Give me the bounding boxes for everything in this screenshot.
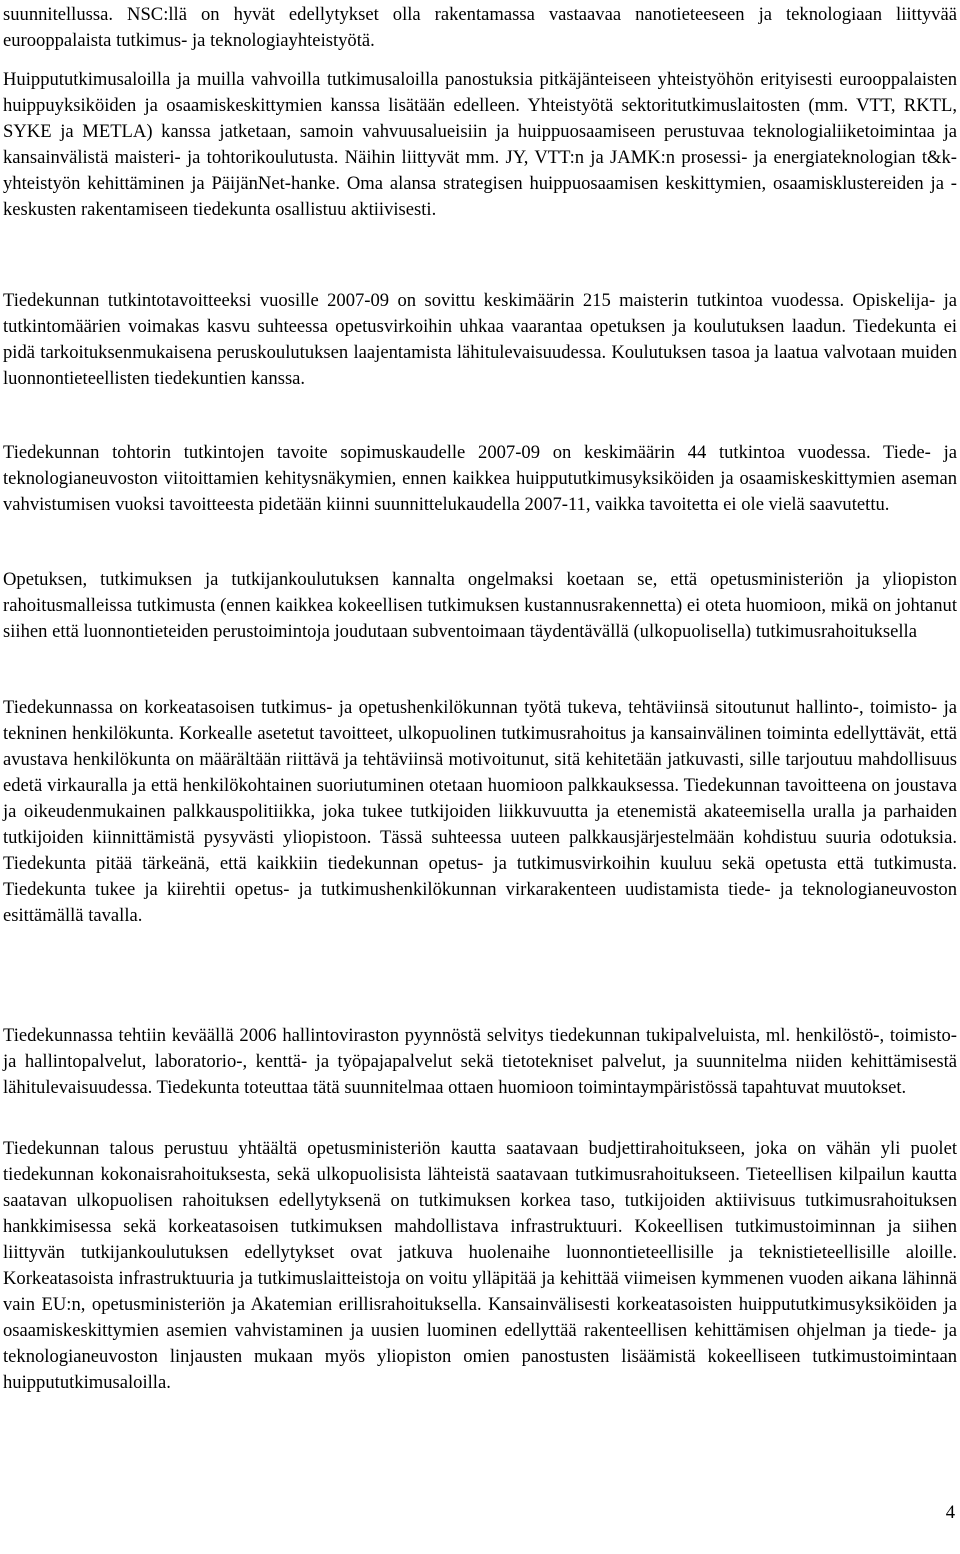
- paragraph-6: Tiedekunnassa on korkeatasoisen tutkimus- ja opetushenkilökunnan työtä tukeva, tehtäviinsä sitoutunut hallinto-, toimisto- ja tekninen henkilökunta. Korkealle asetetut tavoitteet, ulkopuolinen tutkimusrahoitus ja kansainvälinen toiminta edellyttävät, että avustava henkilökunta on määrältään riittävä ja tehtäviinsä motivoitunut, sitä kehitetään jatkuvasti, sille tarjoutuu mahdollisuus edetä virkauralla ja että henkilökohtainen suoriutuminen otetaan huomioon palkkauksessa. Tiedekunnan tavoitteena on joustava ja oikeudenmukainen palkkauspolitiikka, joka tukee tutkijoiden liikkuvuutta ja etenemistä akateemisella uralla ja parhaiden tutkijoiden kiinnittämistä pysyvästi yliopistoon. Tässä suhteessa uuteen palkkausjärjestelmään kohdistuu suuria odotuksia. Tiedekunta pitää tärkeänä, että kaikkiin tiedekunnan opetus- ja tutkimusvirkoihin kuuluu sekä opetusta että tutkimusta. Tiedekunta tukee ja kiirehtii opetus- ja tutkimushenkilökunnan virkarakenteen uudistamista tiede- ja teknologianeuvoston esittämällä tavalla.: [3, 697, 957, 926]
- paragraph-5: Opetuksen, tutkimuksen ja tutkijankoulutuksen kannalta ongelmaksi koetaan se, että opetusministeriön ja yliopiston rahoitusmalleissa tutkimusta (ennen kaikkea kokeellisen tutkimuksen kustannusrakennetta) ei oteta huomioon, mikä on johtanut siihen että luonnontieteiden perustoimintoja joudutaan subventoimaan täydentävällä (ulkopuolisella) tutkimusrahoituksella: [3, 569, 957, 642]
- paragraph-7: Tiedekunnassa tehtiin keväällä 2006 hallintoviraston pyynnöstä selvitys tiedekunnan tukipalveluista, ml. henkilöstö-, toimisto- ja hallintopalvelut, laboratorio-, kenttä- ja työpajapalvelut sekä tietotekniset palvelut, ja suunnitelma niiden kehittämisestä lähitulevaisuudessa. Tiedekunta toteuttaa tätä suunnitelmaa ottaen huomioon toimintaympäristössä tapahtuvat muutokset.: [3, 1025, 957, 1098]
- paragraph-1: suunnitellussa. NSC:llä on hyvät edellytykset olla rakentamassa vastaavaa nanotieteeseen ja teknologiaan liittyvää eurooppalaista tutkimus- ja teknologiayhteistyötä.: [3, 4, 957, 51]
- paragraph-4: Tiedekunnan tohtorin tutkintojen tavoite sopimuskaudelle 2007-09 on keskimäärin 44 tutkintoa vuodessa. Tiede- ja teknologianeuvoston viitoittamien kehitysnäkymien, ennen kaikkea huippututkimusyksiköiden ja osaamiskeskittymien aseman vahvistumisen vuoksi tavoitteesta pidetään kiinni suunnittelukaudella 2007-11, vaikka tavoitetta ei ole vielä saavutettu.: [3, 442, 957, 515]
- paragraph-3: Tiedekunnan tutkintotavoitteeksi vuosille 2007-09 on sovittu keskimäärin 215 maisterin tutkintoa vuodessa. Opiskelija- ja tutkintomäärien voimakas kasvu suhteessa opetusvirkoihin uhkaa vaarantaa opetuksen ja koulutuksen laadun. Tiedekunta ei pidä tarkoituksenmukaisena peruskoulutuksen laajentamista lähitulevaisuudessa. Koulutuksen tasoa ja laatua valvotaan muiden luonnontieteellisten tiedekuntien kanssa.: [3, 290, 957, 389]
- paragraph-8: Tiedekunnan talous perustuu yhtäältä opetusministeriön kautta saatavaan budjettirahoitukseen, joka on vähän yli puolet tiedekunnan kokonaisrahoituksesta, sekä ulkopuolisista lähteistä saatavaan tutkimusrahoitukseen. Tieteellisen kilpailun kautta saatavan ulkopuolisen rahoituksen edellytyksenä on tutkimuksen korkea taso, tutkijoiden aktiivisuus tutkimusrahoituksen hankkimisessa sekä korkeatasoisen tutkimuksen mahdollistava infrastruktuuri. Kokeellisen tutkimustoiminnan ja siihen liittyvän tutkijankoulutuksen edellytykset ovat jatkuva huolenaihe luonnontieteellisille ja teknistieteellisille aloille. Korkeatasoista infrastruktuuria ja tutkimuslaitteistoja on voitu ylläpitää ja kehittää viimeisen kymmenen vuoden aikana lähinnä vain EU:n, opetusministeriön ja Akatemian erillisrahoituksella. Kansainvälisesti korkeatasoisten huippututkimusyksiköiden ja osaamiskeskittymien asemien vahvistaminen ja uusien luominen edellyttää rakenteellisen kehittämisen ohjelman ja tiede- ja teknologianeuvoston linjausten mukaan myös yliopiston omien panostusten lisäämistä kokeelliseen tutkimustoimintaan huippututkimusaloilla.: [3, 1138, 957, 1393]
- paragraph-2: Huippututkimusaloilla ja muilla vahvoilla tutkimusaloilla panostuksia pitkäjänteiseen yhteistyöhön erityisesti eurooppalaisten huippuyksiköiden ja osaamiskeskittymien kanssa lisätään edelleen. Yhteistyötä sektoritutkimuslaitosten (mm. VTT, RKTL, SYKE ja METLA) kanssa jatketaan, samoin vahvuusalueisiin ja huippuosaamiseen perustuvaa teknologialiiketoimintaa ja kansainvälistä maisteri- ja tohtorikoulutusta. Näihin liittyvät mm. JY, VTT:n ja JAMK:n prosessi- ja energiateknologian t&k-yhteistyön kehittäminen ja PäijänNet-hanke. Oma alansa strategisen huippuosaamisen keskittymien, osaamisklustereiden ja -keskusten rakentamiseen tiedekunta osallistuu aktiivisesti.: [3, 69, 957, 220]
- page-number: 4: [945, 1502, 955, 1523]
